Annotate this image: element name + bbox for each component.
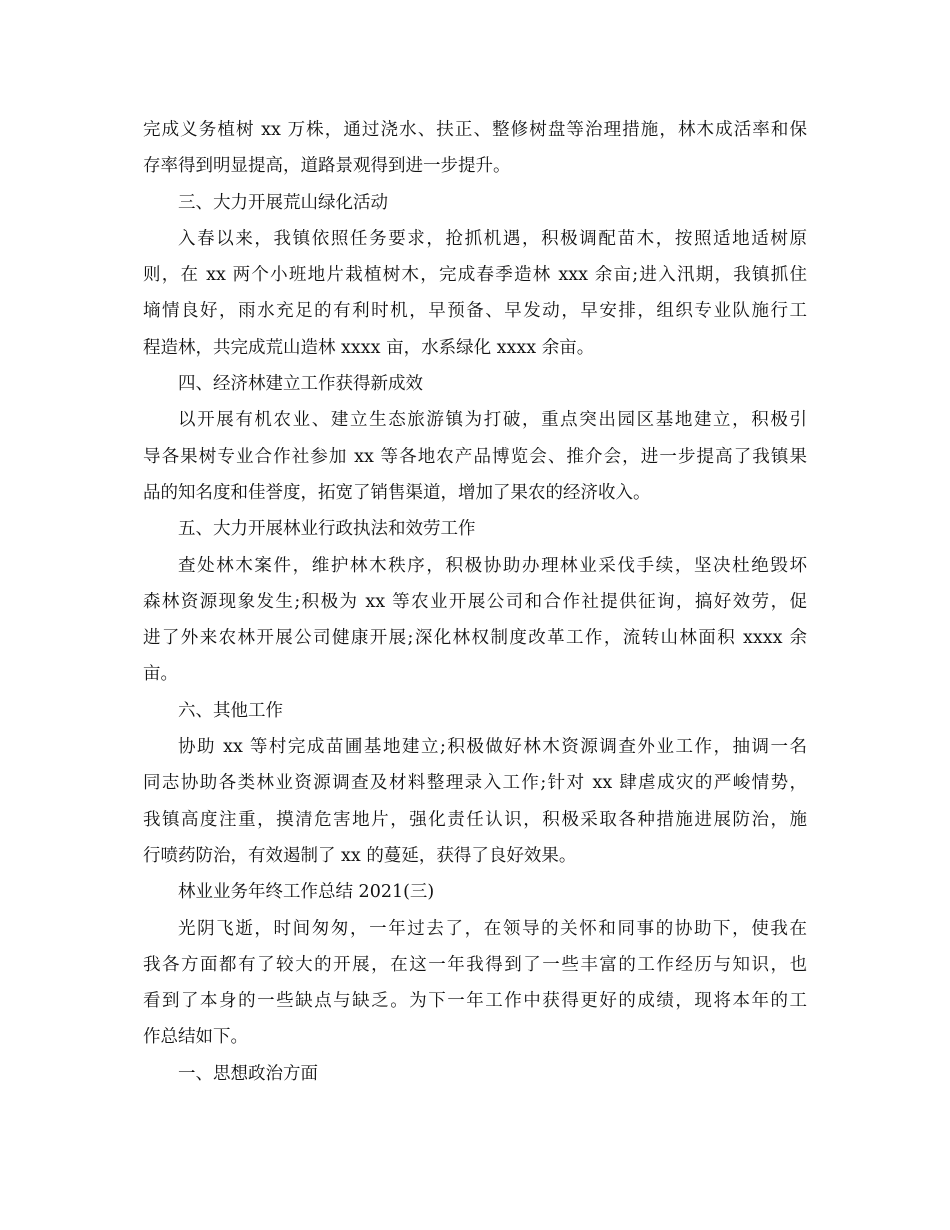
section-heading: 三、大力开展荒山绿化活动 xyxy=(178,192,388,213)
paragraph-line: 行喷药防治，有效遏制了 xx 的蔓延，获得了良好效果。 xyxy=(143,845,577,866)
document-body xyxy=(143,112,807,1092)
paragraph-line: 则，在 xx 两个小班地片栽植树木，完成春季造林 xxx 余亩;进入汛期，我镇抓住 xyxy=(143,265,807,286)
paragraph-line: 查处林木案件，维护林木秩序，积极协助办理林业采伐手续，坚决杜绝毁坏 xyxy=(178,555,807,576)
paragraph-line: 以开展有机农业、建立生态旅游镇为打破，重点突出园区基地建立，积极引 xyxy=(178,410,807,431)
paragraph-line: 我镇高度注重，摸清危害地片，强化责任认识，积极采取各种措施进展防治，施 xyxy=(143,809,807,830)
paragraph-line: 品的知名度和佳誉度，拓宽了销售渠道，增加了果农的经济收入。 xyxy=(143,482,651,503)
section-heading: 六、其他工作 xyxy=(178,700,283,721)
section-heading: 四、经济林建立工作获得新成效 xyxy=(178,374,423,395)
paragraph-line: 进了外来农林开展公司健康开展;深化林权制度改革工作，流转山林面积 xxxx 余 xyxy=(143,628,807,649)
paragraph-line: 墒情良好，雨水充足的有利时机，早预备、早发动，早安排，组织专业队施行工 xyxy=(143,301,807,322)
paragraph-line: 完成义务植树 xx 万株，通过浇水、扶正、整修树盘等治理措施，林木成活率和保 xyxy=(143,120,807,140)
paragraph-line: 光阴飞逝，时间匆匆，一年过去了，在领导的关怀和同事的协助下，使我在 xyxy=(178,918,807,939)
paragraph-line: 导各果树专业合作社参加 xx 等各地农产品博览会、推介会，进一步提高了我镇果 xyxy=(143,446,807,467)
paragraph-line: 亩。 xyxy=(143,664,178,685)
paragraph-line: 入春以来，我镇依照任务要求，抢抓机遇，积极调配苗木，按照适地适树原 xyxy=(178,228,807,249)
paragraph-line: 同志协助各类林业资源调查及材料整理录入工作;针对 xx 肆虐成灾的严峻情势， xyxy=(143,773,807,794)
section-heading: 五、大力开展林业行政执法和效劳工作 xyxy=(178,519,476,540)
paragraph-line: 看到了本身的一些缺点与缺乏。为下一年工作中获得更好的成绩，现将本年的工 xyxy=(143,991,807,1012)
paragraph-line: 森林资源现象发生;积极为 xx 等农业开展公司和合作社提供征询，搞好效劳，促 xyxy=(143,591,807,612)
paragraph-line: 程造林，共完成荒山造林 xxxx 亩，水系绿化 xxxx 余亩。 xyxy=(143,337,595,358)
paragraph-line: 作总结如下。 xyxy=(143,1027,248,1048)
paragraph-line: 协助 xx 等村完成苗圃基地建立;积极做好林木资源调查外业工作，抽调一名 xyxy=(178,737,807,758)
paragraph-line: 我各方面都有了较大的开展，在这一年我得到了一些丰富的工作经历与知识，也 xyxy=(143,954,807,975)
document-subtitle: 林业业务年终工作总结 2021(三) xyxy=(178,882,435,903)
section-heading: 一、思想政治方面 xyxy=(178,1063,318,1084)
paragraph-line: 存率得到明显提高，道路景观得到进一步提升。 xyxy=(143,156,511,177)
